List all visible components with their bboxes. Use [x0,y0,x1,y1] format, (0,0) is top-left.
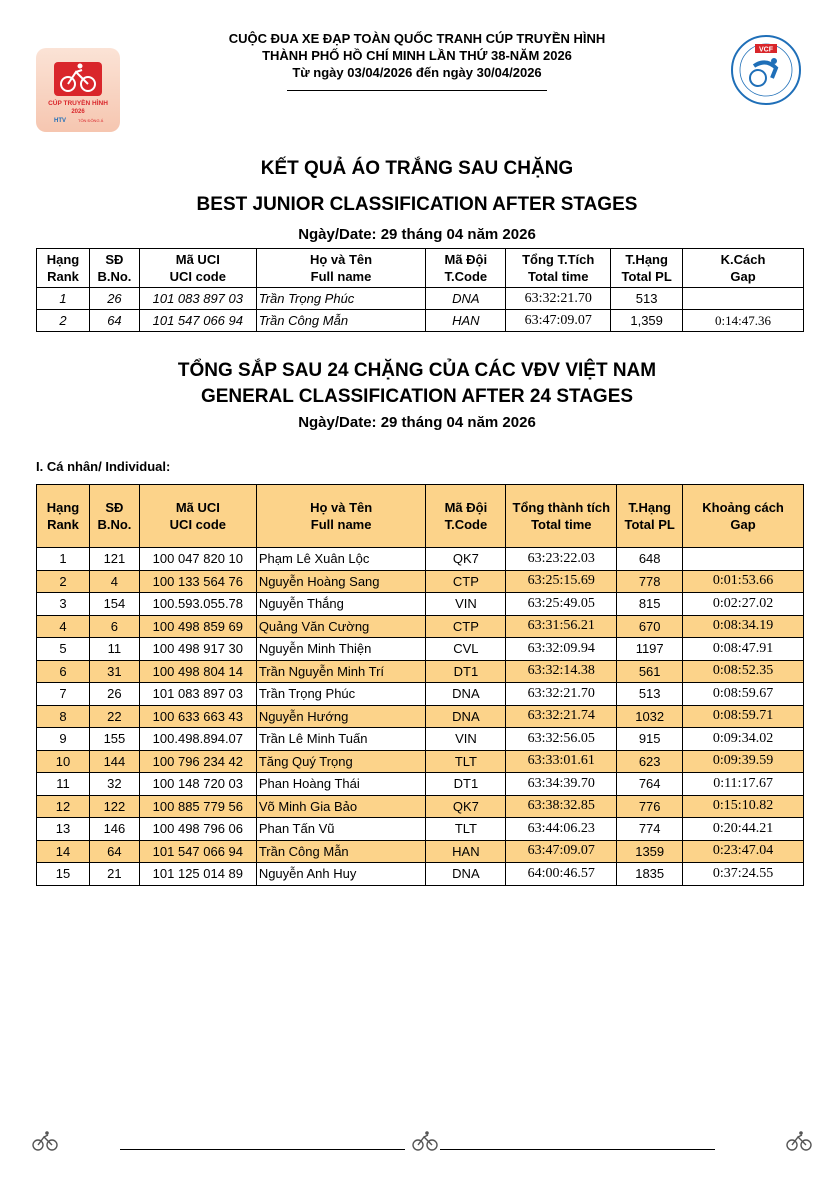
cell-bib: 121 [89,548,139,571]
event-header [0,30,834,91]
cell-time: 63:32:21.70 [506,683,617,706]
cell-gap: 0:01:53.66 [683,570,804,593]
cell-team: QK7 [426,795,506,818]
cell-gap: 0:23:47.04 [683,840,804,863]
section-individual: I. Cá nhân/ Individual: [36,459,171,474]
col-name: Họ và Tên Full name [256,249,426,288]
cell-team: DNA [426,863,506,886]
cell-team: HAN [426,310,506,332]
cell-pl: 648 [617,548,683,571]
cell-rank: 3 [37,593,90,616]
cell-bib: 64 [89,840,139,863]
col-bib: SĐ B.No. [89,485,139,548]
cell-gap [683,288,804,310]
table-row [37,570,804,593]
cell-bib: 64 [89,310,139,332]
cell-pl: 670 [617,615,683,638]
cell-name: Nguyễn Minh Thiện [256,638,426,661]
cell-name: Võ Minh Gia Bảo [256,795,426,818]
table-row [37,728,804,751]
general-header-row [37,485,804,548]
junior-date: Ngày/Date: 29 tháng 04 năm 2026 [298,226,536,243]
cell-rank: 9 [37,728,90,751]
cell-bib: 6 [89,615,139,638]
cell-bib: 4 [89,570,139,593]
table-row [37,310,804,332]
cell-team: QK7 [426,548,506,571]
cell-rank: 1 [37,288,90,310]
cell-uci: 100 148 720 03 [139,773,256,796]
cell-pl: 915 [617,728,683,751]
cell-time: 63:32:56.05 [506,728,617,751]
cell-name: Tăng Quý Trọng [256,750,426,773]
cell-name: Nguyễn Thắng [256,593,426,616]
cell-rank: 10 [37,750,90,773]
junior-table [36,248,804,332]
cell-pl: 623 [617,750,683,773]
cell-bib: 155 [89,728,139,751]
cell-uci: 100 885 779 56 [139,795,256,818]
junior-header-row [37,249,804,288]
col-team: Mã Đội T.Code [426,249,506,288]
cell-pl: 776 [617,795,683,818]
cell-gap [683,548,804,571]
cell-bib: 146 [89,818,139,841]
cyclist-icon [410,1130,440,1152]
cell-rank: 4 [37,615,90,638]
cell-uci: 100 133 564 76 [139,570,256,593]
col-gap: Khoảng cách Gap [683,485,804,548]
cell-bib: 154 [89,593,139,616]
cell-uci: 100 796 234 42 [139,750,256,773]
cell-uci: 100.593.055.78 [139,593,256,616]
table-row [37,660,804,683]
header-rule [287,90,547,91]
cell-pl: 1197 [617,638,683,661]
logo-left-year: 2026 [71,109,85,115]
cell-uci: 100 498 804 14 [139,660,256,683]
table-row [37,615,804,638]
cell-rank: 5 [37,638,90,661]
cell-uci: 101 547 066 94 [139,310,256,332]
cell-name: Trần Nguyễn Minh Trí [256,660,426,683]
logo-left-title: CÚP TRUYỀN HÌNH [48,100,108,107]
cell-bib: 144 [89,750,139,773]
cell-rank: 11 [37,773,90,796]
cell-uci: 101 125 014 89 [139,863,256,886]
cell-rank: 13 [37,818,90,841]
footer-rule-left [120,1149,405,1150]
cell-gap: 0:08:47.91 [683,638,804,661]
cell-team: TLT [426,750,506,773]
cell-gap: 0:09:39.59 [683,750,804,773]
cell-team: DNA [426,288,506,310]
cell-bib: 26 [89,288,139,310]
cell-time: 64:00:46.57 [506,863,617,886]
cell-gap: 0:08:52.35 [683,660,804,683]
table-row [37,705,804,728]
junior-title-vi: KẾT QUẢ ÁO TRẮNG SAU CHẶNG [260,158,574,179]
cell-gap: 0:08:34.19 [683,615,804,638]
cell-name: Trần Trọng Phúc [256,683,426,706]
cell-team: DNA [426,705,506,728]
cell-rank: 2 [37,570,90,593]
cell-team: HAN [426,840,506,863]
general-date: Ngày/Date: 29 tháng 04 năm 2026 [298,414,536,431]
cell-name: Trần Công Mẫn [256,840,426,863]
cell-time: 63:23:22.03 [506,548,617,571]
cell-team: CTP [426,570,506,593]
cell-bib: 32 [89,773,139,796]
table-row [37,818,804,841]
cell-gap: 0:14:47.36 [683,310,804,332]
cell-uci: 101 547 066 94 [139,840,256,863]
cell-pl: 1835 [617,863,683,886]
cell-rank: 1 [37,548,90,571]
col-bib: SĐ B.No. [89,249,139,288]
cell-uci: 100 498 796 06 [139,818,256,841]
table-row [37,840,804,863]
cell-pl: 513 [617,683,683,706]
general-title-en: GENERAL CLASSIFICATION AFTER 24 STAGES [200,386,634,407]
cell-time: 63:44:06.23 [506,818,617,841]
cell-pl: 1032 [617,705,683,728]
cell-gap: 0:09:34.02 [683,728,804,751]
col-rank: Hạng Rank [37,485,90,548]
general-table-body [37,548,804,886]
cell-team: VIN [426,728,506,751]
cell-rank: 12 [37,795,90,818]
logo-left-sponsor-htv: HTV [54,118,66,124]
cell-bib: 31 [89,660,139,683]
col-rank: Hạng Rank [37,249,90,288]
cell-time: 63:38:32.85 [506,795,617,818]
cell-name: Trần Công Mẫn [256,310,426,332]
table-row [37,863,804,886]
cell-time: 63:25:49.05 [506,593,617,616]
cell-team: DT1 [426,773,506,796]
table-row [37,750,804,773]
event-dates: Từ ngày 03/04/2026 đến ngày 30/04/2026 [292,65,542,80]
cell-name: Nguyễn Hoàng Sang [256,570,426,593]
cell-team: TLT [426,818,506,841]
cell-name: Phạm Lê Xuân Lộc [256,548,426,571]
cell-uci: 100 498 859 69 [139,615,256,638]
cell-gap: 0:20:44.21 [683,818,804,841]
cyclist-icon [30,1130,60,1152]
col-gap: K.Cách Gap [683,249,804,288]
table-row [37,638,804,661]
cell-name: Nguyễn Anh Huy [256,863,426,886]
table-row [37,795,804,818]
cell-team: DT1 [426,660,506,683]
cell-time: 63:31:56.21 [506,615,617,638]
cell-time: 63:34:39.70 [506,773,617,796]
cell-pl: 561 [617,660,683,683]
cell-rank: 14 [37,840,90,863]
cell-pl: 778 [617,570,683,593]
table-row [37,683,804,706]
logo-left-sponsor-tda: TÔN ĐÔNG Á [78,118,104,123]
col-name: Họ và Tên Full name [256,485,426,548]
cell-gap: 0:02:27.02 [683,593,804,616]
cell-pl: 815 [617,593,683,616]
col-team: Mã Đội T.Code [426,485,506,548]
event-subtitle: THÀNH PHỐ HỒ CHÍ MINH LẦN THỨ 38-NĂM 2026 [262,48,572,63]
cell-pl: 513 [611,288,683,310]
table-row [37,548,804,571]
table-row [37,593,804,616]
cell-gap: 0:11:17.67 [683,773,804,796]
cell-name: Nguyễn Hướng [256,705,426,728]
cell-pl: 1359 [617,840,683,863]
cell-uci: 101 083 897 03 [139,288,256,310]
cell-rank: 6 [37,660,90,683]
cell-bib: 22 [89,705,139,728]
cell-name: Phan Hoàng Thái [256,773,426,796]
cell-uci: 100 633 663 43 [139,705,256,728]
cell-gap: 0:37:24.55 [683,863,804,886]
table-row [37,773,804,796]
cell-team: CTP [426,615,506,638]
table-row [37,288,804,310]
general-title-vi: TỔNG SẮP SAU 24 CHẶNG CỦA CÁC VĐV VIỆT NAM [177,360,657,381]
cell-time: 63:32:09.94 [506,638,617,661]
logo-right-text: VCF [759,46,773,54]
cell-pl: 1,359 [611,310,683,332]
cell-time: 63:25:15.69 [506,570,617,593]
cell-bib: 122 [89,795,139,818]
cell-time: 63:33:01.61 [506,750,617,773]
cell-uci: 100 498 917 30 [139,638,256,661]
cell-team: CVL [426,638,506,661]
cell-time: 63:32:21.70 [506,288,611,310]
cell-uci: 100.498.894.07 [139,728,256,751]
col-pl: T.Hạng Total PL [611,249,683,288]
event-title: CUỘC ĐUA XE ĐẠP TOÀN QUỐC TRANH CÚP TRUYỀN HÌNH [228,31,606,46]
cell-gap: 0:08:59.71 [683,705,804,728]
cell-gap: 0:08:59.67 [683,683,804,706]
cell-time: 63:32:21.74 [506,705,617,728]
cell-pl: 764 [617,773,683,796]
junior-title-en: BEST JUNIOR CLASSIFICATION AFTER STAGES [196,194,638,215]
col-time: Tổng thành tích Total time [506,485,617,548]
cell-name: Phan Tấn Vũ [256,818,426,841]
footer-rule-right [440,1149,715,1150]
cell-uci: 100 047 820 10 [139,548,256,571]
cell-name: Quảng Văn Cường [256,615,426,638]
general-table [36,484,804,886]
cell-rank: 15 [37,863,90,886]
cell-bib: 11 [89,638,139,661]
cell-time: 63:47:09.07 [506,840,617,863]
cell-rank: 7 [37,683,90,706]
col-uci: Mã UCI UCI code [139,485,256,548]
cell-bib: 26 [89,683,139,706]
cell-rank: 8 [37,705,90,728]
cyclist-icon [784,1130,814,1152]
cell-name: Trần Lê Minh Tuấn [256,728,426,751]
cell-time: 63:32:14.38 [506,660,617,683]
cell-bib: 21 [89,863,139,886]
cell-time: 63:47:09.07 [506,310,611,332]
col-uci: Mã UCI UCI code [139,249,256,288]
col-time: Tổng T.Tích Total time [506,249,611,288]
cell-rank: 2 [37,310,90,332]
cell-uci: 101 083 897 03 [139,683,256,706]
cell-gap: 0:15:10.82 [683,795,804,818]
cell-pl: 774 [617,818,683,841]
cell-name: Trần Trọng Phúc [256,288,426,310]
col-pl: T.Hạng Total PL [617,485,683,548]
cell-team: VIN [426,593,506,616]
cell-team: DNA [426,683,506,706]
